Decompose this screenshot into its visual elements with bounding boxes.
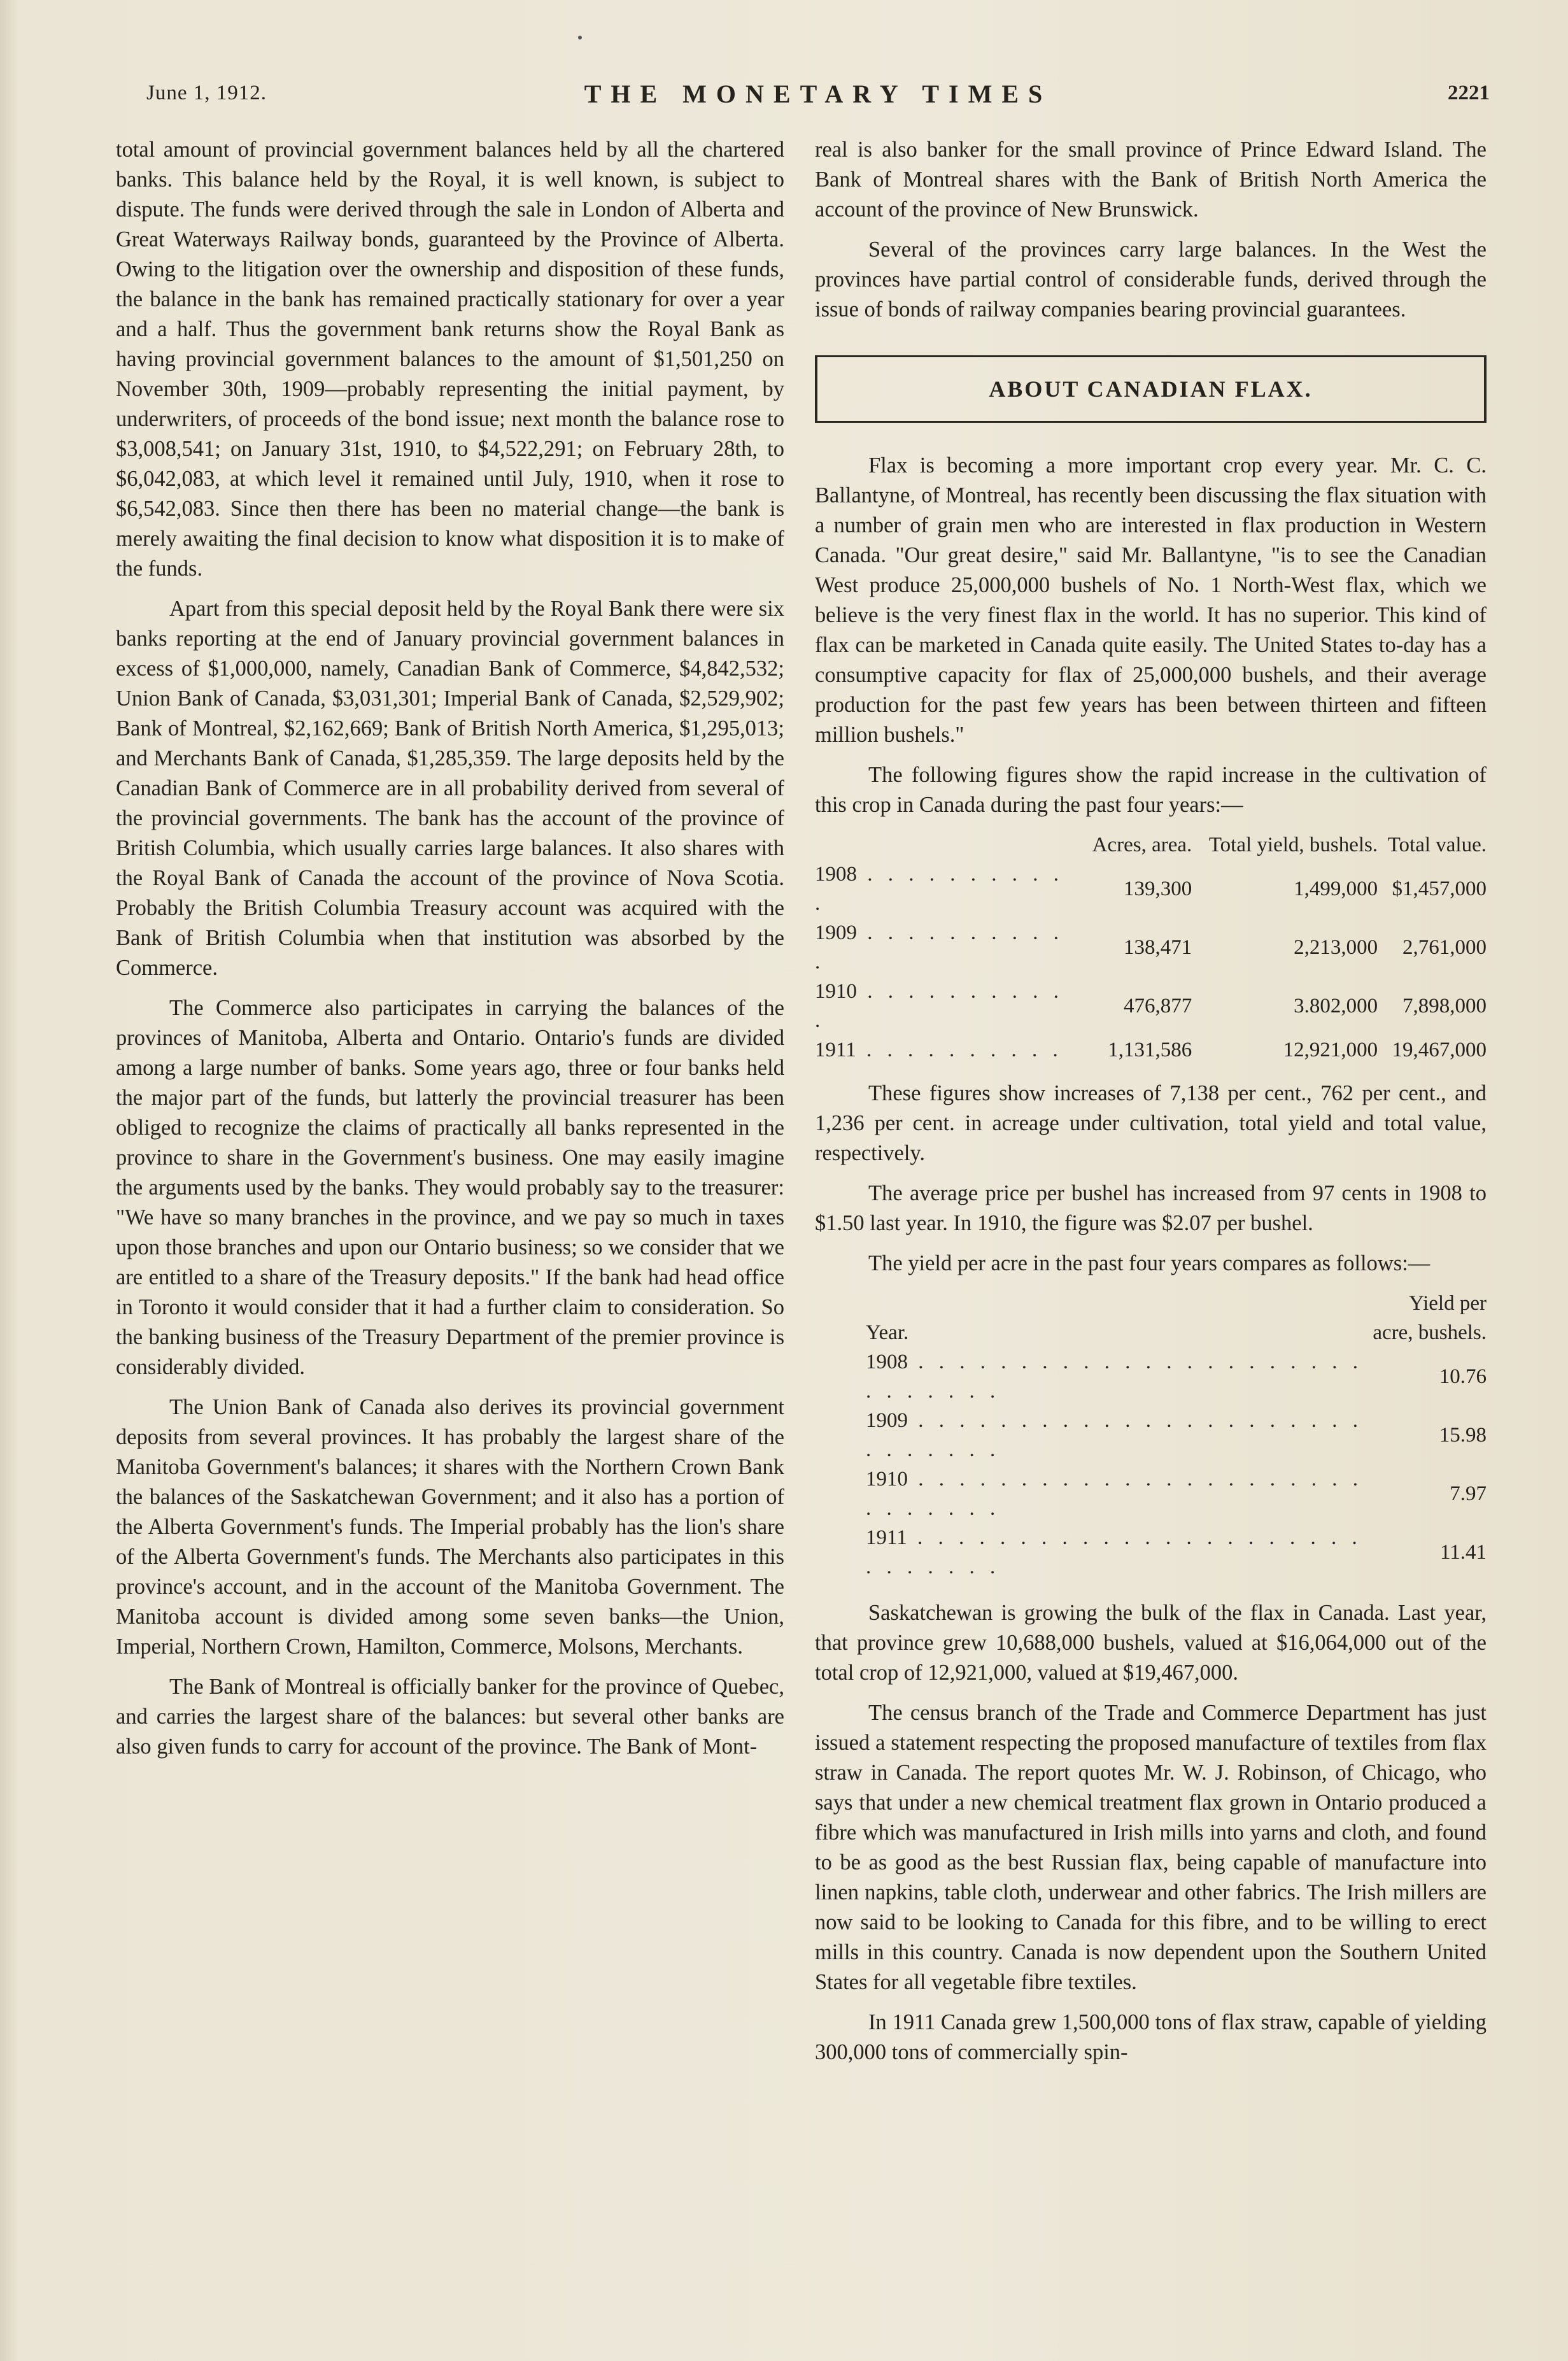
table-cell: 3.802,000 <box>1294 995 1378 1017</box>
table-row: 1908 . . . . . . . . . . . . . . . . . . . . . . . . . . . . . 10.76 <box>815 1347 1487 1406</box>
paragraph: Saskatchewan is growing the bulk of the flax in Canada. Last year, that province grew 10,688,000 bushels, valued at $16,064,000 out of the total crop of 12,921,000, valued at $19,467,000. <box>815 1601 1487 1685</box>
table-cell: 1,131,586 <box>1108 1039 1192 1061</box>
yield-per-acre-table <box>815 1289 1487 1582</box>
table-row: 1908 . . . . . . . . . . . 139,300 1,499,000 $1,457,000 <box>815 860 1487 918</box>
paragraph: These figures show increases of 7,138 per cent., 762 per cent., and 1,236 per cent. in acreage under cultivation, total yield and total value, respectively. <box>815 1081 1487 1165</box>
table-cell: 2,761,000 <box>1402 936 1487 959</box>
table-cell: 19,467,000 <box>1392 1039 1487 1061</box>
column-header: Year. <box>866 1321 909 1344</box>
table-row: 1911 . . . . . . . . . . 1,131,586 12,921,000 19,467,000 <box>815 1035 1487 1065</box>
table-cell-year: 1908 <box>866 1351 908 1373</box>
table-cell: 15.98 <box>1439 1424 1487 1447</box>
paragraph: The Union Bank of Canada also derives its provincial government deposits from several provinces. It has probably the largest share of the Manitoba Government's balances; it shares with the Northern Crown Bank the balances of the Saskatchewan Government; and it also has a portion of the Alberta Government's funds. The Imperial probably has the lion's share of the Alberta Government's funds. The Merchants also participates in this province's account, and in the account of the Manitoba Government. The Manitoba account is divided among some seven banks—the Union, Imperial, Northern Crown, Hamilton, Commerce, Molsons, Merchants. <box>116 1395 784 1659</box>
paragraph: The Bank of Montreal is officially banker for the province of Quebec, and carries the largest share of the balances: but several other banks are also given funds to carry for account of the province. The Bank of Mont- <box>116 1675 784 1759</box>
paragraph: The census branch of the Trade and Commerce Department has just issued a statement respecting the proposed manufacture of textiles from flax straw in Canada. The report quotes Mr. W. J. Robinson, of Chicago, who says that under a new chemical treatment flax grown in Ontario produced a fibre which was manufactured in Irish mills into yarns and cloth, and found to be as good as the best Russian flax, being capable of manufacture into linen napkins, table cloth, underwear and other fabrics. The Irish millers are now said to be looking to Canada for this fibre, and to be willing to erect mills in this country. Canada is now dependent upon the Southern United States for all vegetable fibre textiles. <box>815 1701 1487 1994</box>
header-date: June 1, 1912. <box>146 82 267 104</box>
table-cell: 10.76 <box>1439 1365 1487 1388</box>
column-header: Total yield, bushels. <box>1208 833 1378 856</box>
right-column <box>815 135 1487 2078</box>
table-cell-year: 1910 <box>815 980 857 1003</box>
left-column <box>116 135 784 1772</box>
table-cell: 138,471 <box>1124 936 1192 959</box>
print-mark <box>578 36 582 39</box>
table-header-row <box>815 830 1487 860</box>
section-heading-text: ABOUT CANADIAN FLAX. <box>989 376 1313 402</box>
table-cell: $1,457,000 <box>1392 877 1487 900</box>
column-header: Yield per acre, bushels. <box>1373 1292 1487 1344</box>
table-cell-year: 1911 <box>866 1526 907 1549</box>
paragraph: The average price per bushel has increased from 97 cents in 1908 to $1.50 last year. In 1910, the figure was $2.07 per bushel. <box>815 1181 1487 1235</box>
table-row: 1910 . . . . . . . . . . . 476,877 3.802,000 7,898,000 <box>815 977 1487 1035</box>
paragraph: The following figures show the rapid increase in the cultivation of this crop in Canada during the past four years:— <box>815 763 1487 817</box>
table-row: 1910 . . . . . . . . . . . . . . . . . . . . . . . . . . . . . 7.97 <box>815 1464 1487 1523</box>
table-row: 1909 . . . . . . . . . . . 138,471 2,213,000 2,761,000 <box>815 918 1487 977</box>
page-header <box>146 82 1490 120</box>
table-cell: 476,877 <box>1124 995 1192 1017</box>
paragraph: real is also banker for the small province of Prince Edward Island. The Bank of Montreal shares with the Bank of British North America the account of the province of New Brunswick. <box>815 138 1487 222</box>
column-header: Acres, area. <box>1092 833 1192 856</box>
paragraph: total amount of provincial government balances held by all the chartered banks. This balance held by the Royal, it is well known, is subject to dispute. The funds were derived through the sale in London of Alberta and Great Waterways Railway bonds, guaranteed by the Province of Alberta. Owing to the litigation over the ownership and disposition of these funds, the balance in the bank has remained practically stationary for over a year and a half. Thus the government bank returns show the Royal Bank as having provincial government balances to the amount of $1,501,250 on November 30th, 1909—probably representing the initial payment, by underwriters, of proceeds of the bond issue; next month the balance rose to $3,008,541; on January 31st, 1910, to $4,522,291; on February 28th, to $6,042,083, at which level it remained until July, 1910, when it rose to $6,542,083. Since then there has been no material change—the bank is merely awaiting the final decision to know what disposition it is to make of the funds. <box>116 138 784 581</box>
cultivation-table <box>815 830 1487 1065</box>
table-row: 1911 . . . . . . . . . . . . . . . . . . . . . . . . . . . . . 11.41 <box>815 1523 1487 1582</box>
paragraph: Apart from this special deposit held by the Royal Bank there were six banks reporting at the end of January provincial government balances in excess of $1,000,000, namely, Canadian Bank of Commerce, $4,842,532; Union Bank of Canada, $3,031,301; Imperial Bank of Canada, $2,529,902; Bank of Montreal, $2,162,669; Bank of British North America, $1,295,013; and Merchants Bank of Canada, $1,285,359. The large deposits held by the Canadian Bank of Commerce are in all probability derived from several of the provincial governments. The bank has the account of the province of British Columbia, which usually carries large balances. It also shares with the Royal Bank of Canada the account of the province of Nova Scotia. Probably the British Columbia Treasury account was acquired with the Bank of British Columbia when that institution was absorbed by the Commerce. <box>116 597 784 980</box>
table-cell: 7,898,000 <box>1402 995 1487 1017</box>
paragraph: Several of the provinces carry large balances. In the West the provinces have partial control of considerable funds, derived through the issue of bonds of railway companies bearing provincial guarantees. <box>815 238 1487 322</box>
paragraph: The Commerce also participates in carrying the balances of the provinces of Manitoba, Alberta and Ontario. Ontario's funds are divided among a large number of banks. Some years ago, three or four banks held the major part of the funds, but latterly the provincial treasurer has been obliged to recognize the claims of practically all banks represented in the province to share in the Government's business. One may easily imagine the arguments used by the banks. They would probably say to the treasurer: "We have so many branches in the province, and we pay so much in taxes upon those branches and upon our Ontario business; so we consider that we are entitled to a share of the Treasury deposits." If the bank had head office in Toronto it would consider that it had a further claim to consideration. So the banking business of the Treasury Department of the premier province is considerably divided. <box>116 996 784 1379</box>
table-cell: 12,921,000 <box>1283 1039 1378 1061</box>
table-cell: 1,499,000 <box>1294 877 1378 900</box>
table-cell-year: 1910 <box>866 1468 908 1491</box>
table-cell: 7.97 <box>1450 1482 1487 1505</box>
table-cell: 2,213,000 <box>1294 936 1378 959</box>
table-row: 1909 . . . . . . . . . . . . . . . . . . . . . . . . . . . . . 15.98 <box>815 1406 1487 1464</box>
table-cell-year: 1911 <box>815 1039 856 1061</box>
table-cell-year: 1909 <box>815 921 857 944</box>
table-cell-year: 1909 <box>866 1409 908 1432</box>
paragraph: Flax is becoming a more important crop every year. Mr. C. C. Ballantyne, of Montreal, has recently been discussing the flax situation with a number of grain men who are interested in flax production in Western Canada. "Our great desire," said Mr. Ballantyne, "is to see the Canadian West produce 25,000,000 bushels of No. 1 North-West flax, which we believe is the very finest flax in the world. It has no superior. This kind of flax can be marketed in Canada quite easily. The United States to-day has a consumptive capacity for flax of 25,000,000 bushels, and their average production for the past few years has been between thirteen and fifteen million bushels." <box>815 453 1487 747</box>
column-header: Total value. <box>1387 833 1487 856</box>
table-cell: 11.41 <box>1439 1541 1487 1564</box>
page-number: 2221 <box>1448 82 1490 104</box>
section-heading <box>815 355 1487 423</box>
paragraph: The yield per acre in the past four years compares as follows:— <box>868 1251 1430 1275</box>
table-cell-year: 1908 <box>815 863 857 886</box>
paragraph: In 1911 Canada grew 1,500,000 tons of flax straw, capable of yielding 300,000 tons of commercially spin- <box>815 2010 1487 2064</box>
table-cell: 139,300 <box>1124 877 1192 900</box>
publication-title: THE MONETARY TIMES <box>584 80 1052 108</box>
table-header-row <box>815 1289 1487 1347</box>
